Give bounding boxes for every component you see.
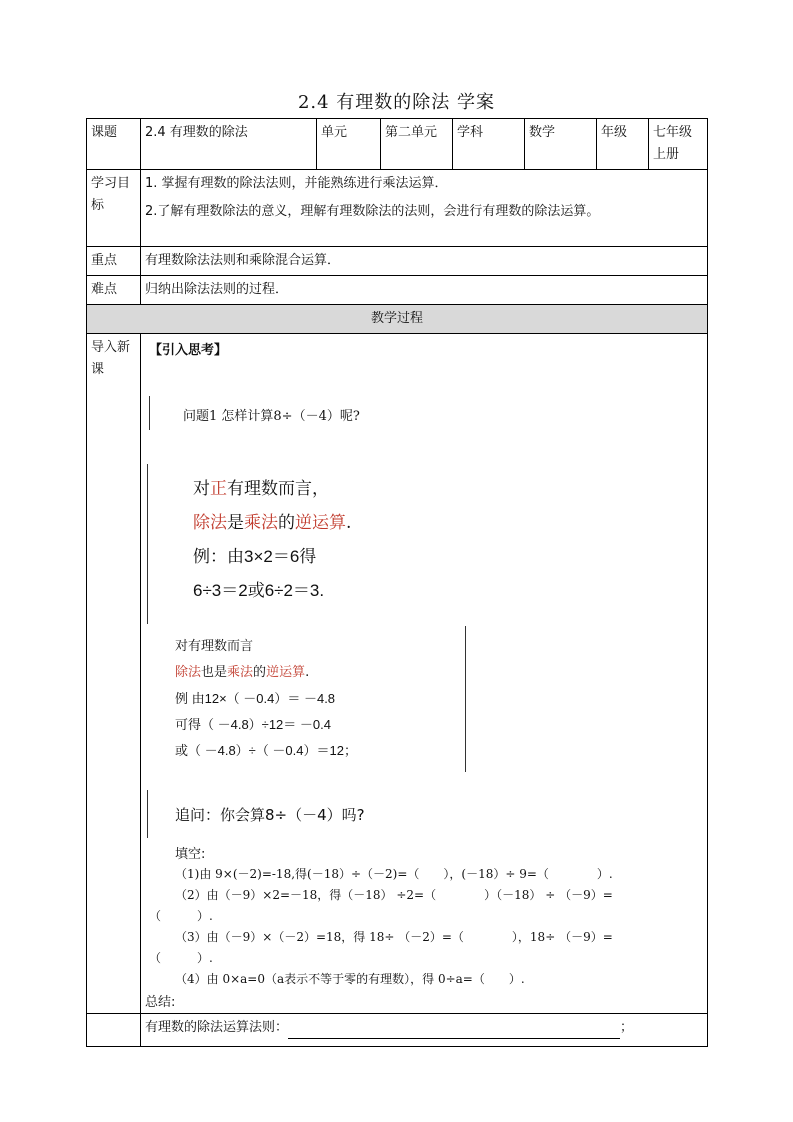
header-cell-unit-label: 单元 bbox=[317, 119, 381, 170]
header-cell-topic: 2.4 有理数的除法 bbox=[141, 119, 317, 170]
goal-line-2: 2.了解有理数除法的意义，理解有理数除法的法则，会进行有理数的除法运算。 bbox=[145, 204, 600, 219]
ask-bar bbox=[147, 790, 148, 838]
difficulty-text: 归纳出除法法则的过程． bbox=[141, 276, 708, 305]
box1-l2b: 是 bbox=[227, 513, 244, 533]
box1-l2d: 的 bbox=[278, 513, 295, 533]
box2-l2e: 逆运算 bbox=[266, 665, 306, 680]
header-cell-unit: 第二单元 bbox=[381, 119, 453, 170]
box1-l1a: 对 bbox=[193, 479, 210, 499]
header-cell-subject: 数学 bbox=[525, 119, 597, 170]
intro-content bbox=[141, 334, 708, 1014]
box1-l2e: 逆运算 bbox=[295, 513, 346, 533]
box2-l2b: 也是 bbox=[201, 665, 228, 680]
intro-row bbox=[87, 334, 708, 1014]
intro-heading: 【引入思考】 bbox=[149, 343, 228, 358]
box1-l3: 例：由3×2＝6得 bbox=[193, 547, 317, 566]
fill-3b: （ ）. bbox=[149, 951, 213, 965]
fill-4: （4）由 0×a=0（a表示不等于零的有理数），得 0÷a=（ ）. bbox=[175, 972, 525, 986]
header-row bbox=[87, 119, 708, 170]
goal-line-1: 1. 掌握有理数的除法法则，并能熟练进行乘法运算． bbox=[145, 176, 448, 191]
follow-up-question: 追问：你会算8÷（－4）吗? bbox=[175, 806, 365, 824]
box2-l5: 或（ －4.8）÷（ －0.4）＝12； bbox=[175, 743, 357, 758]
box2 bbox=[175, 634, 357, 764]
box1 bbox=[193, 472, 351, 608]
intro-label: 导入新课 bbox=[87, 334, 141, 1014]
box1-l2a: 除法 bbox=[193, 513, 227, 533]
fill-title: 填空: bbox=[175, 847, 206, 862]
question-bar bbox=[149, 396, 150, 430]
header-cell-topic-label: 课题 bbox=[87, 119, 141, 170]
box1-l2c: 乘法 bbox=[244, 513, 278, 533]
key-text: 有理数除法法则和乘除混合运算． bbox=[141, 247, 708, 276]
fill-2: （2）由（－9）×2=－18，得（－18） ÷2=（ ）（－18） ÷ （－9）= bbox=[175, 888, 613, 902]
fill-2b: （ ）. bbox=[149, 909, 213, 923]
box2-bar bbox=[465, 626, 466, 772]
header-cell-grade: 七年级上册 bbox=[649, 119, 708, 170]
rule-label: 有理数的除法运算法则： bbox=[145, 1020, 289, 1035]
page-title: 2.4 有理数的除法 学案 bbox=[297, 92, 496, 113]
question-1: 问题1 怎样计算8÷（－4）呢? bbox=[183, 409, 360, 424]
lesson-table bbox=[86, 118, 708, 1047]
header-cell-grade-label: 年级 bbox=[597, 119, 649, 170]
box1-l2f: . bbox=[346, 513, 352, 533]
key-label: 重点 bbox=[87, 247, 141, 276]
box2-l2f: . bbox=[305, 665, 310, 680]
process-row bbox=[87, 305, 708, 334]
box2-l3: 例 由12×（ －0.4）＝ －4.8 bbox=[175, 691, 336, 706]
goals-row bbox=[87, 170, 708, 247]
box2-l4: 可得（ －4.8）÷12＝ －0.4 bbox=[175, 717, 331, 732]
box2-l2d: 的 bbox=[253, 665, 267, 680]
rule-end: ； bbox=[620, 1020, 634, 1035]
goals-content bbox=[141, 170, 708, 247]
fill-3: （3）由（－9）×（－2）=18，得 18÷ （－2）=（ ），18÷ （－9）= bbox=[175, 930, 613, 944]
rule-row bbox=[87, 1014, 708, 1047]
key-row bbox=[87, 247, 708, 276]
box2-l2a: 除法 bbox=[175, 665, 202, 680]
goals-label: 学习目标 bbox=[87, 170, 141, 247]
process-heading: 教学过程 bbox=[87, 305, 708, 334]
summary-label: 总结: bbox=[145, 995, 176, 1010]
box1-bar bbox=[147, 464, 148, 624]
fill-1: （1)由 9×(－2)=-18,得(－18）÷（－2)=（ ），(－18）÷ 9=（ ）. bbox=[175, 867, 613, 881]
box2-l2c: 乘法 bbox=[227, 665, 254, 680]
rule-blank[interactable] bbox=[288, 1024, 620, 1039]
difficulty-label: 难点 bbox=[87, 276, 141, 305]
difficulty-row bbox=[87, 276, 708, 305]
header-cell-subject-label: 学科 bbox=[453, 119, 525, 170]
box2-l1: 对有理数而言 bbox=[175, 639, 254, 654]
fill-exercises bbox=[149, 864, 673, 990]
box1-l4: 6÷3＝2或6÷2＝3. bbox=[193, 581, 325, 600]
box1-l1b: 正 bbox=[210, 479, 227, 499]
box1-l1c: 有理数而言， bbox=[227, 479, 329, 499]
rule-cell bbox=[141, 1014, 708, 1047]
